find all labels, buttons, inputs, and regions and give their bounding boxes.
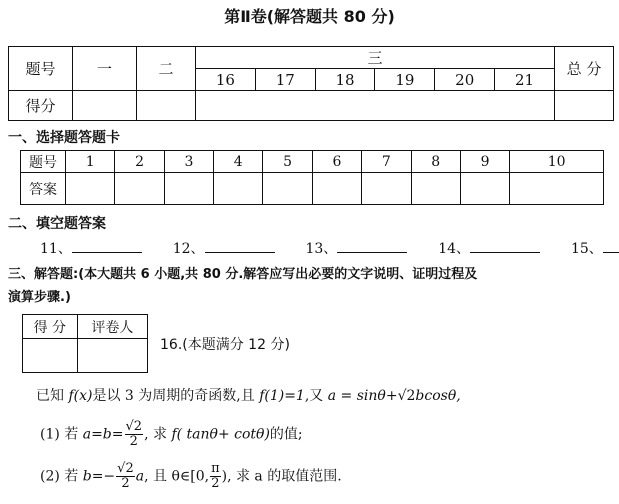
blank-line-13[interactable] — [337, 238, 407, 253]
q16-title: 16.(本题满分 12 分) — [160, 337, 290, 353]
q16-p1-rest-pre: , 求 — [144, 426, 167, 443]
q16-p2-mid: , 且 θ∈[0, — [144, 468, 210, 485]
blank-label-11: 11、 — [40, 241, 72, 257]
answer-card-ans-label: 答案 — [21, 173, 66, 205]
answer-card-number: 4 — [214, 151, 263, 173]
fill-blanks-row — [40, 238, 619, 258]
answer-cell[interactable] — [115, 173, 164, 205]
answer-cell[interactable] — [510, 173, 604, 205]
q16-stem-a: a = sinθ+ — [327, 388, 398, 404]
score-cell[interactable] — [196, 91, 555, 121]
answer-card-number: 5 — [263, 151, 312, 173]
q16-stem-tail: bcosθ, — [415, 388, 461, 404]
score-header-label: 题号 — [9, 47, 73, 91]
answer-cell[interactable] — [312, 173, 361, 205]
q16-p2-close: ), — [221, 468, 232, 485]
q16-p2-a: a — [135, 468, 145, 485]
score-subcol: 19 — [375, 69, 435, 91]
score-subcol: 18 — [315, 69, 375, 91]
answer-card-table — [20, 150, 604, 205]
q16-stem-pre: 已知 — [36, 388, 64, 404]
answer-cell[interactable] — [362, 173, 411, 205]
answer-card-number: 6 — [312, 151, 361, 173]
blank-label-15: 15、 — [570, 241, 603, 257]
score-cell[interactable] — [555, 91, 614, 121]
q16-p1-label: (1) 若 — [40, 426, 79, 443]
score-subcol: 17 — [255, 69, 315, 91]
part1-heading: 一、选择题答题卡 — [8, 130, 120, 146]
q16-p1-fraction — [125, 420, 144, 449]
score-total-label: 总 分 — [555, 47, 614, 91]
part3-heading-cont: 演算步骤.) — [8, 290, 71, 305]
score-col-two: 二 — [137, 47, 196, 91]
part3-heading: 三、解答题:(本大题共 6 小题,共 80 分.解答应写出必要的文字说明、证明过程及 — [8, 267, 478, 282]
answer-card-number: 2 — [115, 151, 164, 173]
q16-stem — [36, 385, 461, 405]
q16-p2-pi-fraction — [210, 462, 221, 491]
answer-card-num-label: 题号 — [21, 151, 66, 173]
q16-p2-pi-den: 2 — [211, 476, 220, 491]
answer-card-number: 9 — [460, 151, 509, 173]
answer-card-number: 1 — [66, 151, 115, 173]
q16-p2-rest: 求 a 的取值范围. — [235, 468, 342, 485]
score-table — [8, 46, 614, 121]
answer-card-number: 8 — [411, 151, 460, 173]
score-col-one: 一 — [73, 47, 137, 91]
score-subcol: 21 — [495, 69, 555, 91]
q16-stem-fx: f(x) — [68, 388, 93, 404]
q16-part2 — [40, 462, 342, 491]
answer-card-number: 7 — [362, 151, 411, 173]
score-row-label: 得分 — [9, 91, 73, 121]
q16-p1-den: 2 — [129, 434, 138, 449]
q16-p2-pi-num: π — [211, 461, 220, 476]
score-col-three: 三 — [196, 47, 555, 69]
q16-p1-num: √2 — [125, 419, 143, 434]
answer-card-number: 10 — [510, 151, 604, 173]
answer-cell[interactable] — [460, 173, 509, 205]
answer-cell[interactable] — [214, 173, 263, 205]
blank-label-14: 14、 — [438, 241, 471, 257]
q16-p2-den: 2 — [121, 476, 130, 491]
score-subcol: 16 — [196, 69, 256, 91]
score-subcol: 20 — [435, 69, 495, 91]
q16-stem-comma: ,又 — [304, 388, 324, 404]
score-cell[interactable] — [73, 91, 137, 121]
grader-score-cell[interactable] — [23, 339, 78, 373]
q16-p2-num: √2 — [117, 461, 134, 476]
q16-stem-cond: f(1)=1 — [259, 388, 305, 404]
score-cell[interactable] — [137, 91, 196, 121]
blank-line-12[interactable] — [205, 238, 275, 253]
answer-cell[interactable] — [66, 173, 115, 205]
grader-name-label: 评卷人 — [77, 315, 147, 339]
answer-cell[interactable] — [263, 173, 312, 205]
part2-heading: 二、填空题答案 — [8, 216, 106, 232]
q16-p1-func: f( tanθ+ cotθ) — [171, 426, 270, 443]
grader-box — [22, 314, 148, 373]
blank-label-12: 12、 — [172, 241, 205, 257]
section-title: 第Ⅱ卷(解答题共 80 分) — [224, 7, 395, 26]
grader-score-label: 得 分 — [23, 315, 78, 339]
grader-name-cell[interactable] — [77, 339, 147, 373]
q16-p1-expr: a=b= — [82, 426, 124, 443]
q16-p2-label: (2) 若 — [40, 468, 79, 485]
q16-stem-mid: 是以 3 为周期的奇函数,且 — [92, 388, 255, 404]
q16-p2-fraction — [116, 462, 135, 491]
answer-cell[interactable] — [164, 173, 213, 205]
answer-card-number: 3 — [164, 151, 213, 173]
q16-p1-rest-post: 的值; — [269, 426, 303, 443]
blank-line-14[interactable] — [470, 238, 540, 253]
answer-cell[interactable] — [411, 173, 460, 205]
q16-stem-sqrt: √2 — [397, 388, 416, 404]
q16-part1 — [40, 420, 303, 449]
blank-line-11[interactable] — [72, 238, 142, 253]
q16-p2-expr: b=− — [82, 468, 116, 485]
blank-line-15[interactable] — [603, 238, 619, 253]
blank-label-13: 13、 — [305, 241, 338, 257]
